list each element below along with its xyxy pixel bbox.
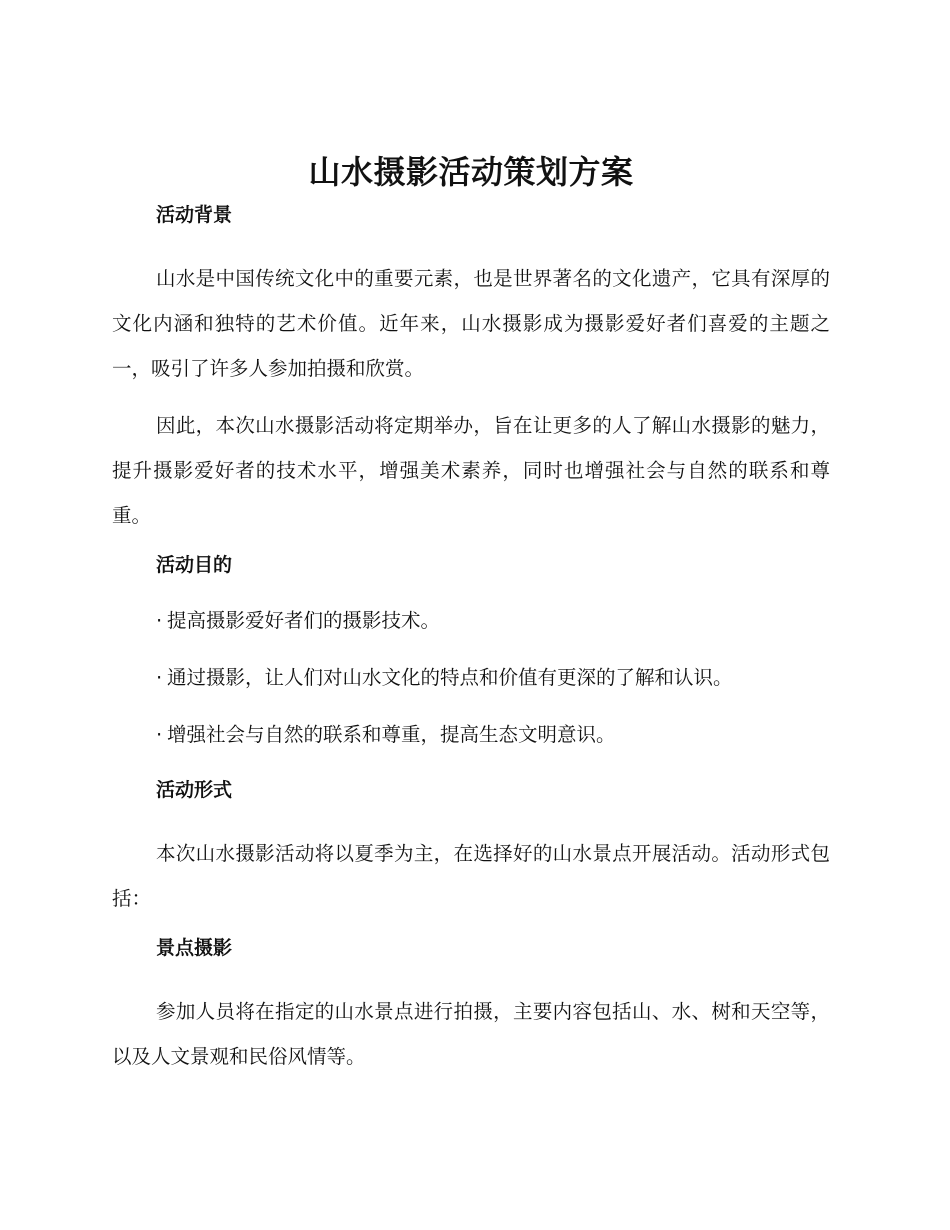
- section-heading-purpose: 活动目的: [156, 554, 233, 576]
- bullet-marker: ·: [156, 723, 163, 746]
- list-item: [112, 663, 830, 693]
- list-item-text: 增强社会与自然的联系和尊重，提高生态文明意识。: [167, 723, 616, 746]
- list-item: [112, 720, 830, 750]
- section-heading-format: 活动形式: [156, 779, 233, 801]
- section-heading-scenic: 景点摄影: [156, 937, 233, 959]
- bullet-marker: ·: [156, 666, 163, 689]
- paragraph: 因此，本次山水摄影活动将定期举办，旨在让更多的人了解山水摄影的魅力，提升摄影爱好者的技术水平，增强美术素养，同时也增强社会与自然的联系和尊重。: [112, 414, 830, 527]
- section-heading-background: 活动背景: [156, 204, 233, 226]
- document-page: [112, 150, 830, 1091]
- list-item-text: 通过摄影，让人们对山水文化的特点和价值有更深的了解和认识。: [167, 666, 733, 689]
- paragraph: 参加人员将在指定的山水景点进行拍摄，主要内容包括山、水、树和天空等，以及人文景观和民俗风情等。: [112, 1000, 830, 1068]
- list-item-text: 提高摄影爱好者们的摄影技术。: [167, 609, 441, 632]
- paragraph: 本次山水摄影活动将以夏季为主，在选择好的山水景点开展活动。活动形式包括：: [112, 842, 830, 910]
- bullet-marker: ·: [156, 609, 163, 632]
- list-item: [112, 606, 830, 636]
- paragraph: 山水是中国传统文化中的重要元素，也是世界著名的文化遗产，它具有深厚的文化内涵和独特的艺术价值。近年来，山水摄影成为摄影爱好者们喜爱的主题之一，吸引了许多人参加拍摄和欣赏。: [112, 267, 830, 380]
- document-title: 山水摄影活动策划方案: [308, 153, 634, 191]
